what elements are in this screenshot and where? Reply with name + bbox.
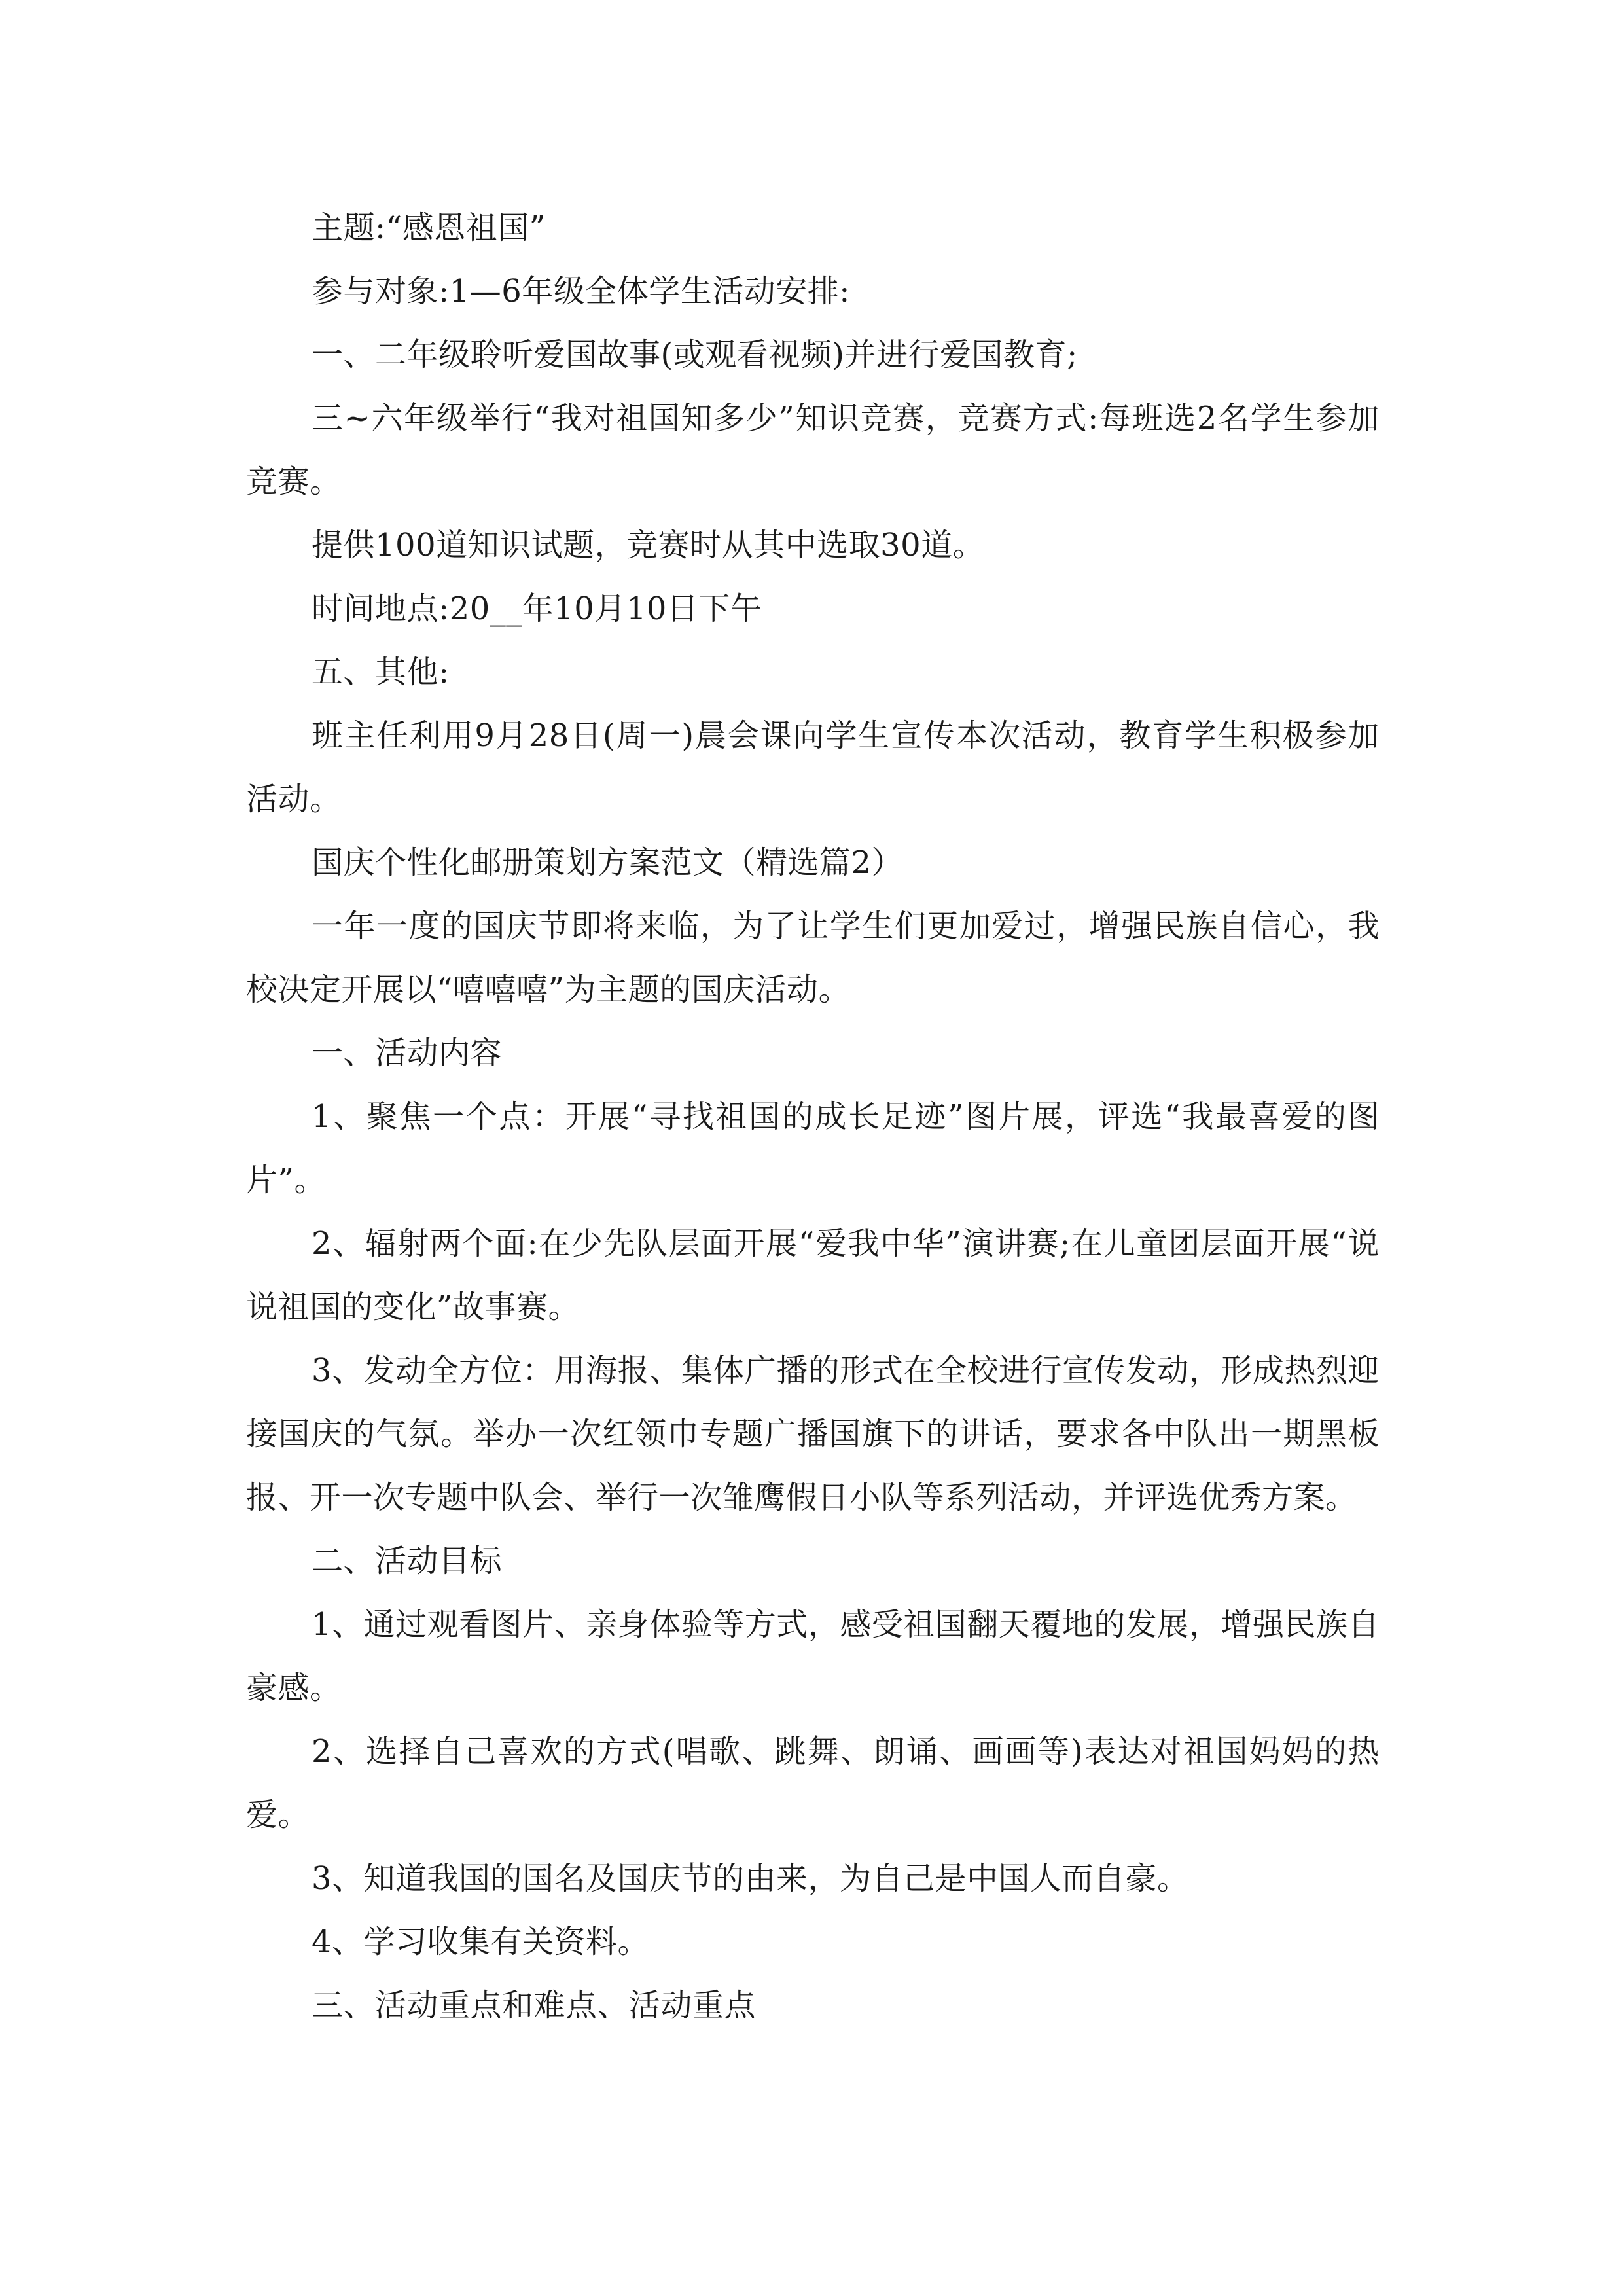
list-item-goal-4: 4、学习收集有关资料。 [312,1924,650,1960]
heading-activity-content: 一、活动内容 [312,1035,503,1071]
paragraph-time-place: 时间地点:20__年10月10日下午 [312,590,762,627]
paragraph-theme: 主题:“感恩祖国” [312,209,546,246]
heading-other: 五、其他: [312,654,450,691]
paragraph-teacher: 班主任利用9月28日(周一)晨会课向学生宣传本次活动，教育学生积极参加活动。 [246,717,1380,817]
section-title: 国庆个性化邮册策划方案范文（精选篇2） [312,844,904,881]
document-body [246,196,1380,2037]
paragraph-participants: 参与对象:1—6年级全体学生活动安排: [312,273,850,310]
list-item-goal-1: 1、通过观看图片、亲身体验等方式，感受祖国翻天覆地的发展，增强民族自豪感。 [246,1606,1380,1706]
paragraph-intro: 一年一度的国庆节即将来临，为了让学生们更加爱过，增强民族自信心，我校决定开展以“嘻嘻嘻”为主题的国庆活动。 [246,908,1380,1008]
list-item-goal-3: 3、知道我国的国名及国庆节的由来，为自己是中国人而自豪。 [312,1860,1189,1897]
list-item-content-3: 3、发动全方位：用海报、集体广播的形式在全校进行宣传发动，形成热烈迎接国庆的气氛。举办一次红领巾专题广播国旗下的讲话，要求各中队出一期黑板报、开一次专题中队会、举行一次雏鹰假日小队等系列活动，并评选优秀方案。 [246,1352,1380,1516]
paragraph-grades-3-6: 三~六年级举行“我对祖国知多少”知识竞赛，竞赛方式:每班选2名学生参加竞赛。 [246,400,1380,500]
paragraph-questions: 提供100道知识试题，竞赛时从其中选取30道。 [312,527,985,564]
heading-key-points: 三、活动重点和难点、活动重点 [312,1987,757,2024]
paragraph-grades-1-2: 一、二年级聆听爱国故事(或观看视频)并进行爱国教育; [312,336,1078,373]
list-item-goal-2: 2、选择自己喜欢的方式(唱歌、跳舞、朗诵、画画等)表达对祖国妈妈的热爱。 [246,1733,1380,1833]
heading-activity-goals: 二、活动目标 [312,1543,503,1579]
list-item-content-2: 2、辐射两个面:在少先队层面开展“爱我中华”演讲赛;在儿童团层面开展“说说祖国的变化”故事赛。 [246,1225,1380,1325]
list-item-content-1: 1、聚焦一个点：开展“寻找祖国的成长足迹”图片展，评选“我最喜爱的图片”。 [246,1098,1380,1198]
